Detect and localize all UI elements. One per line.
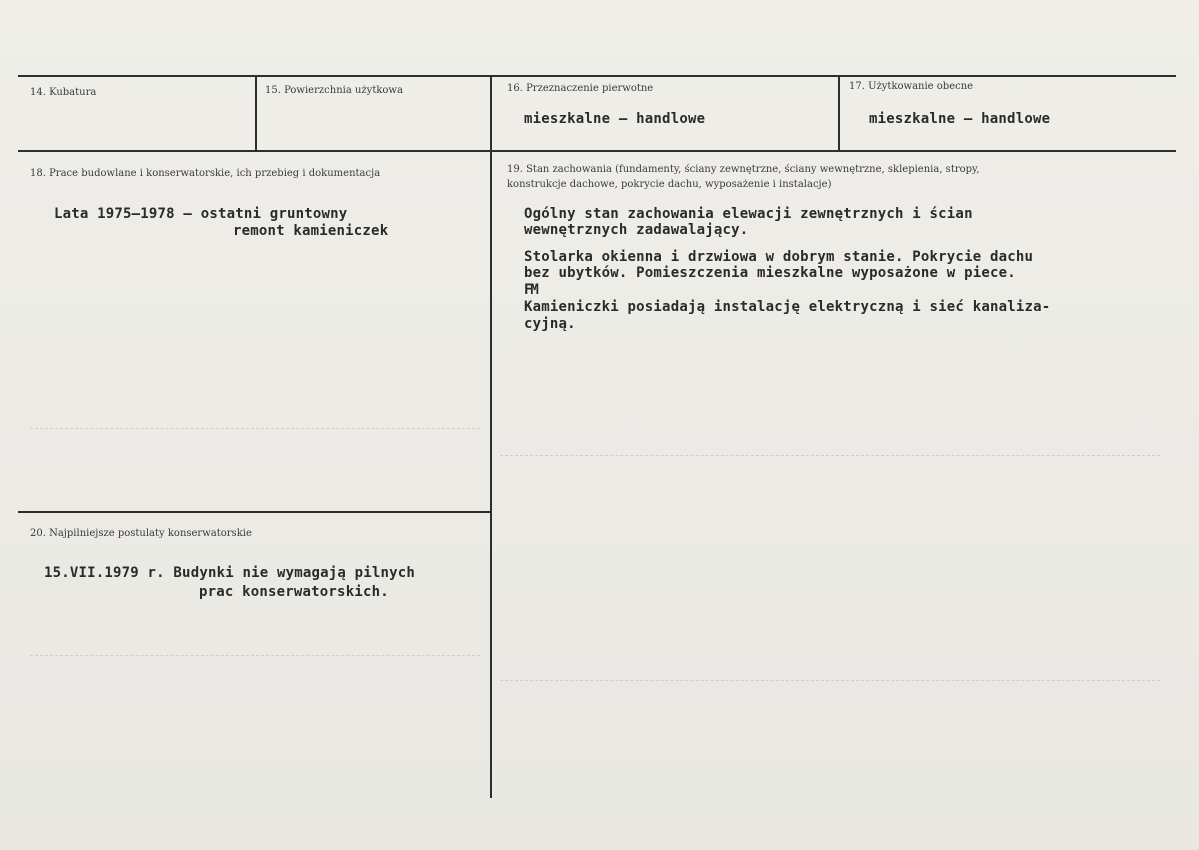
field-19-line-6: cyjną. (524, 316, 576, 332)
field-19-line-5: Kamieniczki posiadają instalację elektryczną i sieć kanaliza- (524, 299, 1051, 315)
field-17-value: mieszkalne – handlowe (869, 111, 1051, 127)
field-18-line-1: Lata 1975–1978 – ostatni gruntowny (54, 206, 348, 222)
field-18-label: 18. Prace budowlane i konserwatorskie, ich przebieg i dokumentacja (30, 168, 381, 179)
field-17-label: 17. Użytkowanie obecne (849, 81, 974, 92)
field-19-line-2: wewnętrznych zadawalający. (524, 222, 749, 238)
field-19-line-1: Ogólny stan zachowania elewacji zewnętrznych i ścian (524, 206, 973, 222)
field-20-label: 20. Najpilniejsze postulaty konserwatorskie (30, 528, 252, 539)
divider-16-17 (838, 76, 840, 151)
faint-rule (500, 455, 1160, 456)
top-rule (18, 75, 1176, 77)
faint-rule (30, 428, 480, 429)
field-19-line-4: bez ubytków. Pomieszczenia mieszkalne wyposażone w piece. (524, 265, 1016, 281)
field-19-line-3: Stolarka okienna i drzwiowa w dobrym stanie. Pokrycie dachu (524, 249, 1034, 265)
field-15-label: 15. Powierzchnia użytkowa (265, 85, 403, 96)
field-16-label: 16. Przeznaczenie pierwotne (507, 83, 654, 94)
header-row-bottom-rule (18, 150, 1176, 152)
field-19-label-line-2: konstrukcje dachowe, pokrycie dachu, wyposażenie i instalacje) (507, 179, 832, 190)
field-16-value: mieszkalne – handlowe (524, 111, 706, 127)
field-18-line-2: remont kamieniczek (233, 223, 389, 239)
field-14-label: 14. Kubatura (30, 87, 97, 98)
field-19-overstrike: FM (524, 282, 537, 298)
divider-14-15 (255, 76, 257, 151)
field-20-line-2: prac konserwatorskich. (199, 584, 389, 600)
field-20-line-1: 15.VII.1979 r. Budynki nie wymagają pilnych (44, 565, 416, 581)
section-18-20-divider (18, 511, 491, 513)
divider-15-16 (490, 76, 492, 798)
faint-rule (30, 655, 480, 656)
field-19-label-line-1: 19. Stan zachowania (fundamenty, ściany zewnętrzne, ściany wewnętrzne, sklepienia, stropy, (507, 164, 980, 175)
faint-rule (500, 680, 1160, 681)
